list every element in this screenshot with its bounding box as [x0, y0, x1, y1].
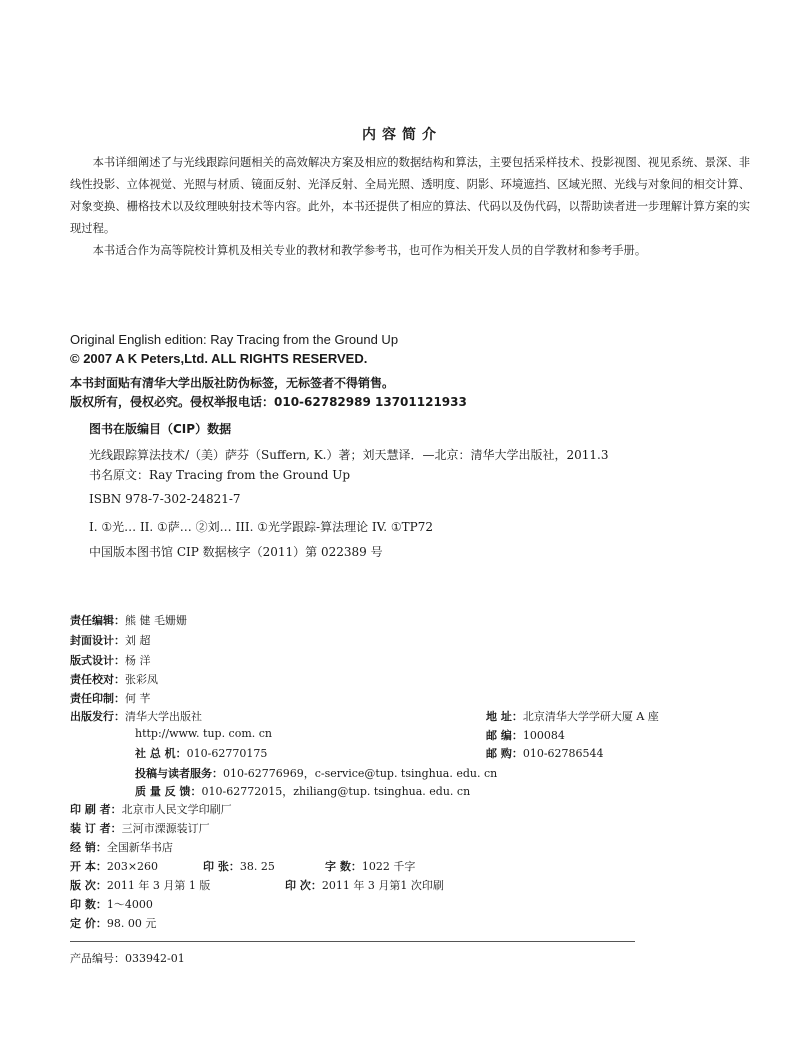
credit-cover: 封面设计：刘 超 [70, 634, 151, 647]
credit-printing: 印 次：2011 年 3 月第1 次印刷 [285, 879, 444, 892]
credit-print-manager: 责任印制：何 芊 [70, 692, 151, 705]
credit-mail-order: 邮 购：010-62786544 [486, 747, 604, 760]
summary-paragraph-2: 本书适合作为高等院校计算机及相关专业的教材和教学参考书，也可作为相关开发人员的自学教材和参考手册。 [92, 244, 647, 257]
piracy-report-notice: 版权所有，侵权必究。侵权举报电话：010-62782989 13701121933 [70, 395, 467, 409]
anti-counterfeit-notice: 本书封面贴有清华大学出版社防伪标签，无标签者不得销售。 [70, 376, 395, 390]
credit-quality-feedback: 质 量 反 馈：010-62772015，zhiliang@tup. tsinghua. edu. cn [135, 785, 471, 798]
credit-submission: 投稿与读者服务：010-62776969，c-service@tup. tsinghua. edu. cn [135, 767, 498, 780]
product-code: 产品编号：033942-01 [70, 952, 185, 965]
credit-format: 开 本：203×260 [70, 860, 159, 873]
credit-copies: 印 数：1～4000 [70, 898, 153, 911]
credit-printer: 印 刷 者：北京市人民文学印刷厂 [70, 803, 232, 816]
cip-isbn: ISBN 978-7-302-24821-7 [89, 492, 241, 506]
credit-binder: 装 订 者：三河市溧源装订厂 [70, 822, 210, 835]
summary-paragraph-1: 本书详细阐述了与光线跟踪问题相关的高效解决方案及相应的数据结构和算法，主要包括采样技术、投影视图、视见系统、景深、非线性投影、立体视觉、光照与材质、镜面反射、光泽反射、全局光照、透明度、阴影、环境遮挡、区域光照、光线与对象间的相交计算、对象变换、栅格技术以及纹理映射技术等内容。此外，本书还提供了相应的算法、代码以及伪代码，以帮助读者进一步理解计算方案的实现过程。 [70, 156, 750, 235]
cip-classification: I. ①光… II. ①萨… ②刘… III. ①光学跟踪-算法理论 IV. ①TP72 [89, 520, 433, 534]
cip-line-2: 书名原文：Ray Tracing from the Ground Up [89, 468, 351, 482]
credit-editor: 责任编辑：熊 健 毛姗姗 [70, 614, 187, 627]
credit-sheets: 印 张：38. 25 [203, 860, 275, 873]
original-edition-line: Original English edition: Ray Tracing from the Ground Up [70, 332, 399, 347]
credit-distributor: 经 销：全国新华书店 [70, 841, 173, 854]
credit-edition: 版 次：2011 年 3 月第 1 版 [70, 879, 211, 892]
summary-body [70, 152, 750, 262]
credit-switchboard: 社 总 机：010-62770175 [135, 747, 268, 760]
credit-proofreader: 责任校对：张彩凤 [70, 673, 158, 686]
credit-postcode: 邮 编：100084 [486, 729, 565, 742]
credit-price: 定 价：98. 00 元 [70, 917, 157, 930]
footer-divider [70, 941, 635, 942]
rights-line: © 2007 A K Peters,Ltd. ALL RIGHTS RESERVED. [70, 351, 368, 366]
credit-word-count: 字 数：1022 千字 [325, 860, 416, 873]
credit-address: 地 址：北京清华大学学研大厦 A 座 [486, 710, 659, 723]
cip-line-1: 光线跟踪算法技术/（美）萨芬（Suffern, K.）著；刘天慧译．—北京：清华大学出版社，2011.3 [89, 448, 609, 462]
summary-title: 内容简介 [362, 127, 442, 143]
cip-heading: 图书在版编目（CIP）数据 [89, 422, 232, 436]
credit-layout: 版式设计：杨 洋 [70, 654, 151, 667]
cip-record: 中国版本图书馆 CIP 数据核字（2011）第 022389 号 [89, 545, 383, 559]
publisher-website: http://www. tup. com. cn [135, 727, 273, 740]
credit-publisher: 出版发行：清华大学出版社 [70, 710, 202, 723]
